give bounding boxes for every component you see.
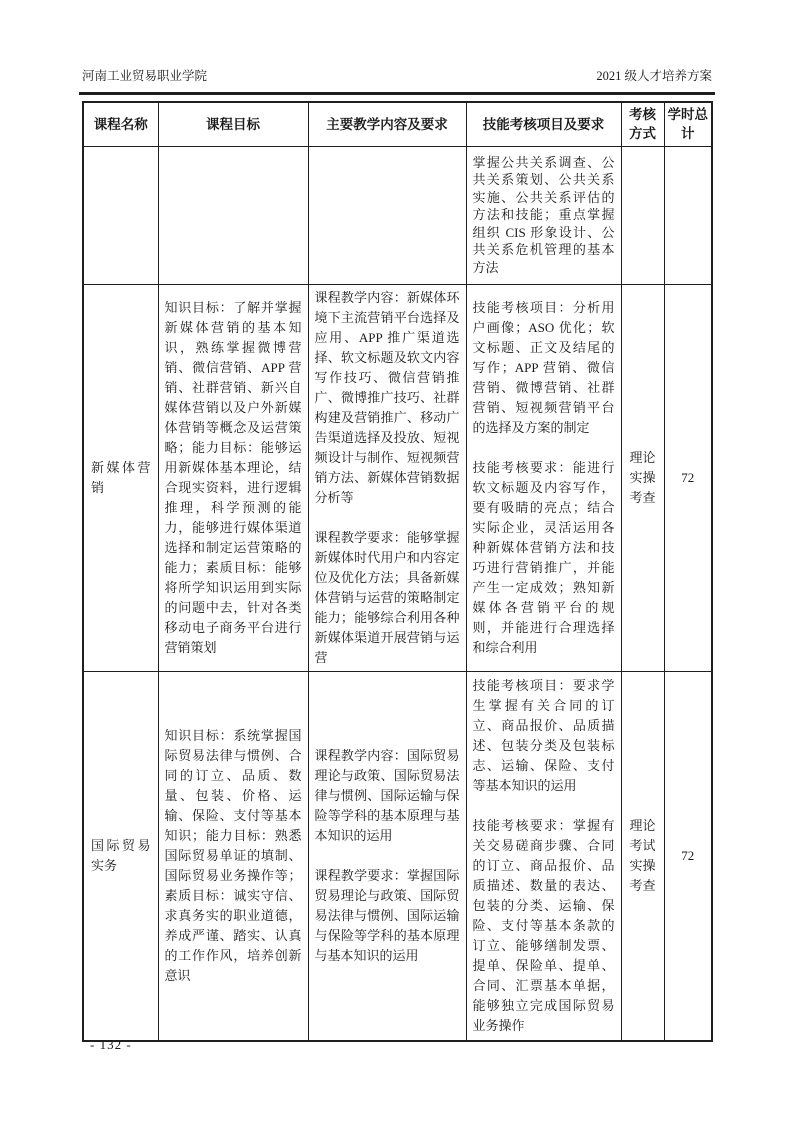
cell-objectives: 知识目标：了解并掌握新媒体营销的基本知识，熟练掌握微博营销、微信营销、APP 营销、社群营销、新兴自媒体营销以及户外新媒体营销等概念及运营策略；能力目标：能够运用新媒体基本理论，结合现实资料，进行逻辑推理，科学预测的能力，能够进行媒体渠道选择和制定运营策略的能力；素质目标：能够将所学知识运用到实际的问题中去，针对各类移动电子商务平台进行营销策划 — [158, 284, 308, 671]
cell-assessment: 技能考核项目：要求学生掌握有关合同的订立、商品报价、品质描述、包装分类及包装标志、运输、保险、支付等基本知识的运用 技能考核要求：掌握有关交易磋商步骤、合同的订立、商品报价、品质描述、数量的表达、包装的分类、运输、保险、支付等基本条款的订立、能够缮制发票、提单、保险单、提单、合同、汇票基本单据，能够独立完成国际贸易业务操作 — [466, 671, 621, 1041]
page-number: - 132 - — [90, 1037, 132, 1052]
plan-title: 2021 级人才培养方案 — [596, 69, 712, 83]
cell-course-name: 新媒体营销 — [83, 284, 158, 671]
col-header-assessment: 技能考核项目及要求 — [466, 102, 621, 146]
table-row-continuation — [83, 146, 712, 284]
col-header-method: 考核方式 — [621, 102, 664, 146]
col-header-hours: 学时总计 — [664, 102, 712, 146]
cell-content: 课程教学内容：国际贸易理论与政策、国际贸易法律与惯例、国际运输与保险等学科的基本原理与基本知识的运用 课程教学要求：掌握国际贸易理论与政策、国际贸易法律与惯例、国际运输与保险等学科的基本原理与基本知识的运用 — [308, 671, 466, 1041]
page-header — [82, 66, 712, 84]
cell-hours — [664, 146, 712, 284]
cell-assessment: 技能考核项目：分析用户画像；ASO 优化；软文标题、正文及结尾的写作；APP 营销、微信营销、微博营销、社群营销、短视频营销平台的选择及方案的制定 技能考核要求：能进行软文标题及内容写作，要有吸睛的亮点；结合实际企业，灵活运用各种新媒体营销方法和技巧进行营销推广，并能产生一定成效；熟知新媒体各营销平台的规则，并能进行合理选择和综合利用 — [466, 284, 621, 671]
cell-method: 理论实操考查 — [621, 284, 664, 671]
cell-course-name: 国际贸易实务 — [83, 671, 158, 1041]
cell-content — [308, 146, 466, 284]
cell-hours: 72 — [664, 284, 712, 671]
table-row-new-media-marketing — [83, 284, 712, 671]
cell-course-name — [83, 146, 158, 284]
col-header-course-name: 课程名称 — [83, 102, 158, 146]
cell-method: 理论考试实操考查 — [621, 671, 664, 1041]
col-header-content: 主要教学内容及要求 — [308, 102, 466, 146]
school-name: 河南工业贸易职业学院 — [82, 69, 208, 83]
cell-objectives: 知识目标：系统掌握国际贸易法律与惯例、合同的订立、品质、数量、包装、价格、运输、保险、支付等基本知识；能力目标：熟悉国际贸易单证的填制、国际贸易业务操作等；素质目标：诚实守信、求真务实的职业道德，养成严谨、踏实、认真的工作作风，培养创新意识 — [158, 671, 308, 1041]
table-header-row — [83, 102, 712, 146]
cell-assessment: 掌握公共关系调查、公共关系策划、公共关系实施、公共关系评估的方法和技能；重点掌握组织 CIS 形象设计、公共关系危机管理的基本方法 — [466, 146, 621, 284]
cell-content: 课程教学内容：新媒体环境下主流营销平台选择及应用、APP 推广渠道选择、软文标题及软文内容写作技巧、微信营销推广、微博推广技巧、社群构建及营销推广、移动广告渠道选择及投放、短视频设计与制作、短视频营销方法、新媒体营销数据分析等 课程教学要求：能够掌握新媒体时代用户和内容定位及优化方法；具备新媒体营销与运营的策略制定能力；能够综合利用各种新媒体渠道开展营销与运营 — [308, 284, 466, 671]
course-table — [82, 101, 713, 1042]
cell-hours: 72 — [664, 671, 712, 1041]
col-header-objectives: 课程目标 — [158, 102, 308, 146]
header-rule — [79, 92, 715, 95]
cell-objectives — [158, 146, 308, 284]
cell-method — [621, 146, 664, 284]
table-row-international-trade — [83, 671, 712, 1041]
